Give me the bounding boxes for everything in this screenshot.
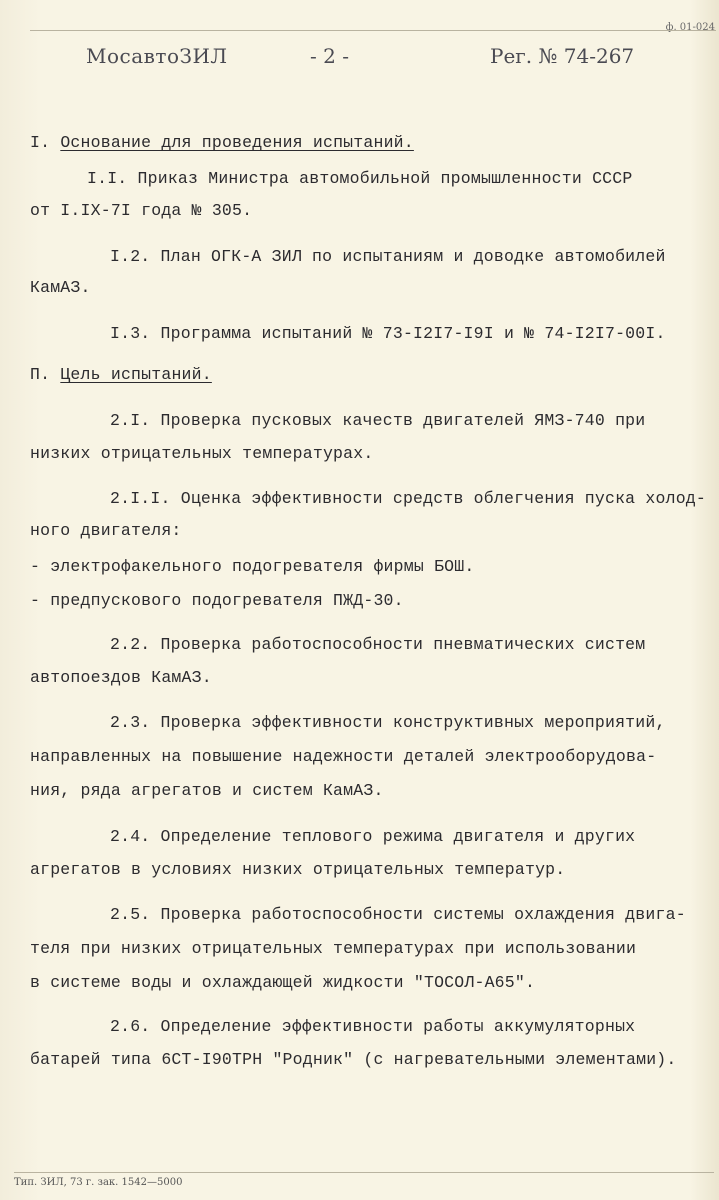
paragraph-line: 2.2. Проверка работоспособности пневматических систем (110, 635, 646, 654)
section-title: Цель испытаний. (60, 365, 212, 384)
print-imprint (14, 1172, 714, 1188)
paragraph-line: I.2. План ОГК-А ЗИЛ по испытаниям и доводке автомобилей (110, 247, 666, 266)
paragraph-line: ного двигателя: (30, 521, 182, 540)
paragraph-line: батарей типа 6СТ-I90ТРН "Родник" (с нагревательными элементами). (30, 1050, 677, 1069)
list-item: - электрофакельного подогревателя фирмы БОШ. (30, 557, 475, 576)
paragraph-line: 2.6. Определение эффективности работы аккумуляторных (110, 1017, 636, 1036)
page-header (30, 30, 716, 71)
paragraph-line: направленных на повышение надежности деталей электрооборудова- (30, 747, 657, 766)
paragraph-line: 2.3. Проверка эффективности конструктивных мероприятий, (110, 713, 666, 732)
section-heading (30, 365, 212, 384)
paragraph-line: ния, ряда агрегатов и систем КамАЗ. (30, 781, 384, 800)
paragraph-line: теля при низких отрицательных температурах при использовании (30, 939, 637, 958)
paragraph-line: I.3. Программа испытаний № 73-I2I7-I9I и № 74-I2I7-00I. (110, 324, 666, 343)
paragraph-line: 2.4. Определение теплового режима двигателя и других (110, 827, 636, 846)
form-code: ф. 01-024 (665, 22, 715, 33)
section-heading (30, 133, 414, 152)
section-number: П. (30, 365, 51, 384)
paragraph-line: низких отрицательных температурах. (30, 444, 374, 463)
organization-name: МосавтоЗИЛ (86, 44, 228, 68)
imprint-text: Тип. ЗИЛ, 73 г. зак. 1542—5000 (14, 1177, 183, 1188)
paragraph-line: автопоездов КамАЗ. (30, 668, 212, 687)
list-item: - предпускового подогревателя ПЖД-30. (30, 591, 404, 610)
paragraph-line: 2.5. Проверка работоспособности системы охлаждения двига- (110, 905, 686, 924)
paragraph-line: агрегатов в условиях низких отрицательных температур. (30, 860, 566, 879)
paragraph-line: I.I. Приказ Министра автомобильной промышленности СССР (87, 169, 633, 188)
section-number: I. (30, 133, 51, 152)
registration-number: Рег. № 74-267 (490, 44, 635, 68)
paragraph-line: от I.IX-7I года № 305. (30, 201, 253, 220)
paragraph-line: 2.I. Проверка пусковых качеств двигателей ЯМЗ-740 при (110, 411, 646, 430)
paragraph-line: 2.I.I. Оценка эффективности средств облегчения пуска холод- (110, 489, 706, 508)
page-number: - 2 - (310, 44, 349, 68)
paragraph-line: КамАЗ. (30, 278, 91, 297)
section-title: Основание для проведения испытаний. (60, 133, 414, 152)
paragraph-line: в системе воды и охлаждающей жидкости "ТОСОЛ-А65". (30, 973, 536, 992)
